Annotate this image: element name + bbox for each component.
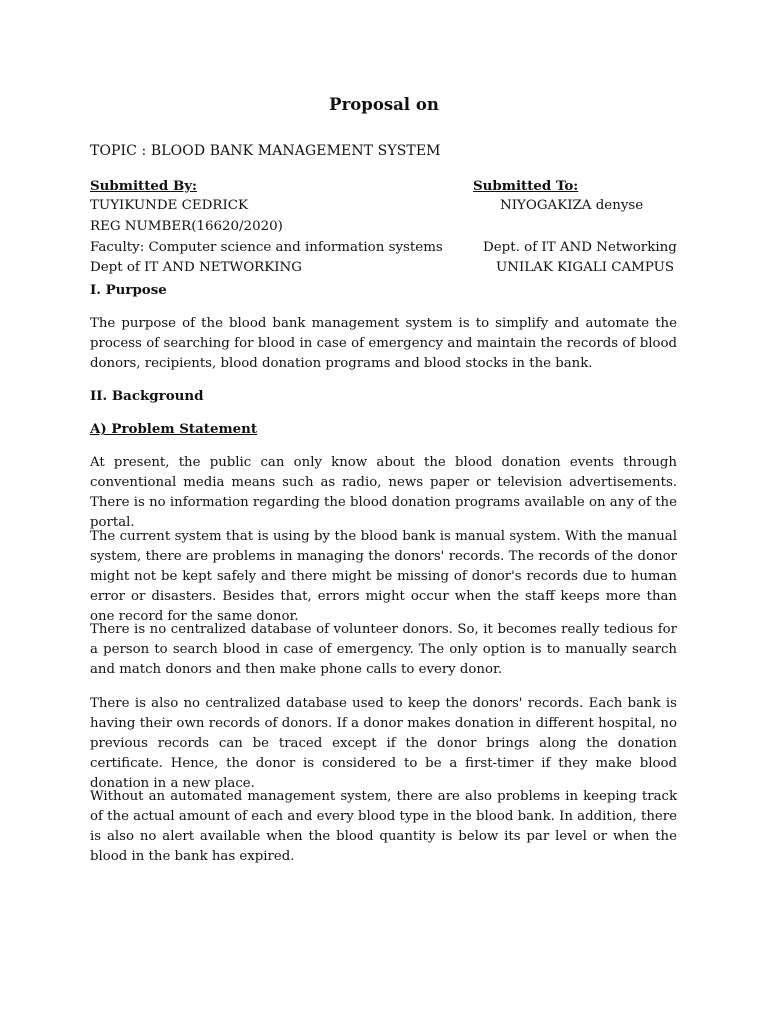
submitter-name: TUYIKUNDE CEDRICK [90,198,249,213]
submitted-to-label: Submitted To: [473,178,579,194]
background-paragraph: The current system that is using by the blood bank is manual system. With the manual system, there are problems in managing the donors' records. The records of the donor might not be kept safely and there might be missing of donor's records due to human error or disasters. Besides that, errors might occur when the staff keeps more than one record for the same donor. [90,529,677,624]
background-paragraph: There is no centralized database of volunteer donors. So, it becomes really tedious for a person to search blood in case of emergency. The only option is to manually search and match donors and then make phone calls to every donor. [90,622,677,677]
purpose-paragraph: The purpose of the blood bank management system is to simplify and automate the process of searching for blood in case of emergency and maintain the records of blood donors, recipients, blood donation programs and blood stocks in the bank. [90,316,677,371]
submitter-faculty: Faculty: Computer science and information systems [90,240,443,255]
recipient-name: NIYOGAKIZA denyse [500,198,644,213]
recipient-campus: UNILAK KIGALI CAMPUS [496,260,675,275]
background-paragraph: There is also no centralized database used to keep the donors' records. Each bank is having their own records of donors. If a donor makes donation in different hospital, no previous records can be traced except if the donor brings along the donation certificate. Hence, the donor is considered to be a first-timer if they make blood donation in a new place. [90,696,677,791]
purpose-heading: I. Purpose [90,282,167,298]
document-title: Proposal on [329,95,439,114]
topic-line: TOPIC : BLOOD BANK MANAGEMENT SYSTEM [90,143,441,159]
recipient-dept: Dept. of IT AND Networking [483,240,677,255]
background-heading: II. Background [90,388,204,404]
background-paragraph: At present, the public can only know about the blood donation events through conventional media means such as radio, news paper or television advertisements. There is no information regarding the blood donation programs available on any of the portal. [90,455,677,530]
background-paragraph: Without an automated management system, there are also problems in keeping track of the actual amount of each and every blood type in the blood bank. In addition, there is also no alert available when the blood quantity is below its par level or when the blood in the bank has expired. [90,789,677,864]
submitter-reg-number: REG NUMBER(16620/2020) [90,219,283,234]
submitted-by-label: Submitted By: [90,178,197,194]
submitter-dept: Dept of IT AND NETWORKING [90,260,302,275]
problem-statement-heading: A) Problem Statement [90,421,258,437]
